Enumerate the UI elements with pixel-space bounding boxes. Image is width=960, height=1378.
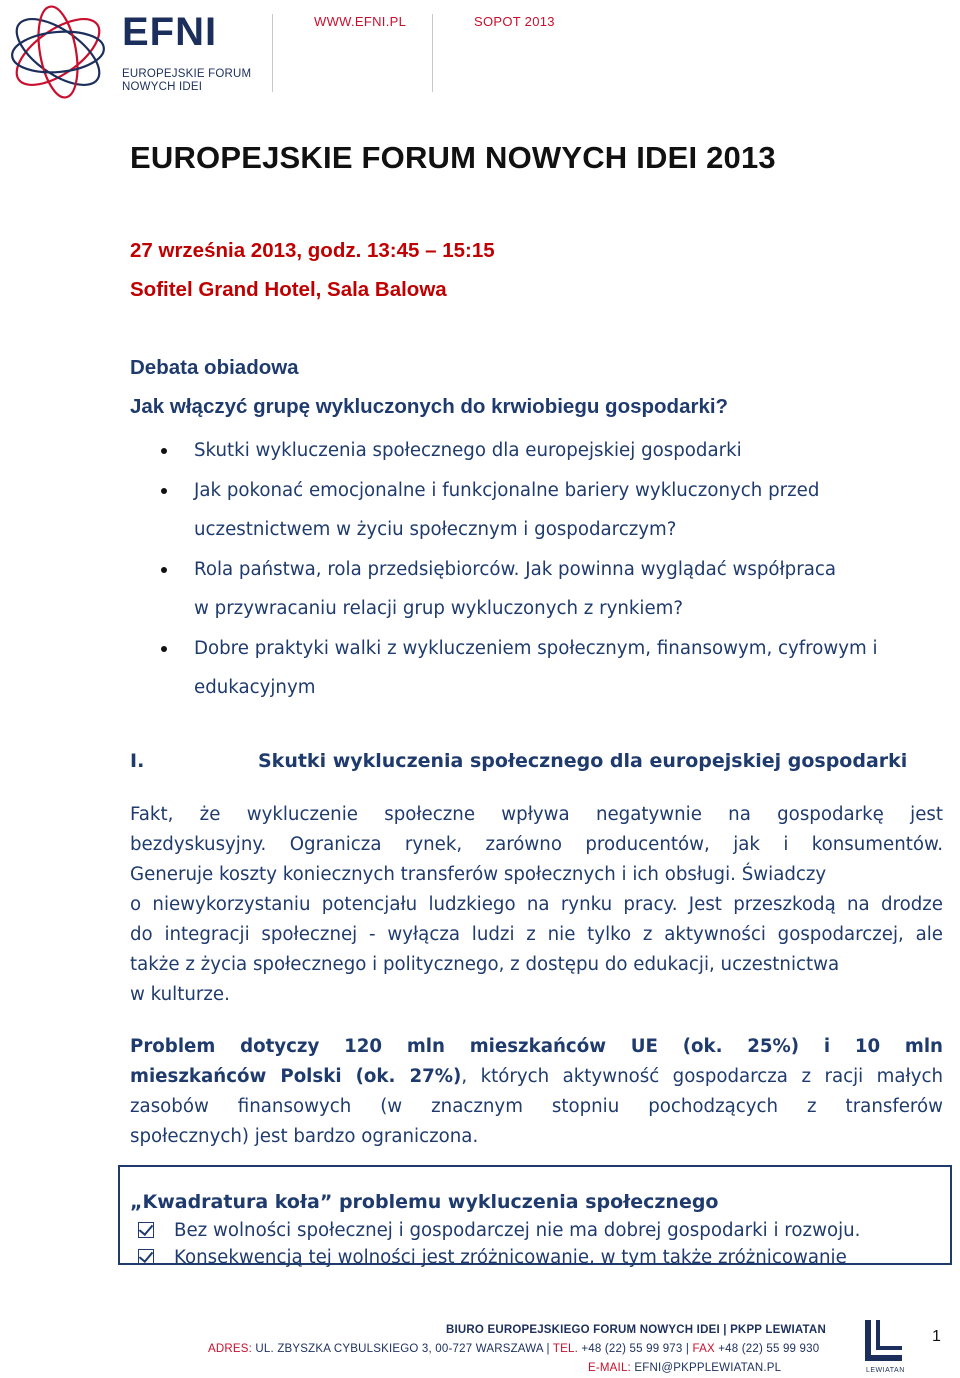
paragraph-effects [130,800,943,1010]
footer-office [446,1324,826,1336]
highlight-box [118,1165,952,1268]
list-item [150,431,910,471]
efni-logo-mark [0,0,118,100]
list-item-line: Dobre praktyki walki z wykluczeniem społecznym, finansowym, cyfrowym i [194,637,878,659]
paragraph-line: o niewykorzystaniu potencjału ludzkiego na rynku pracy. Jest przeszkodą na drodze [130,894,943,915]
paragraph-bold-text: mieszkańców Polski (ok. 27%) [130,1066,462,1087]
list-item-line: uczestnictwem w życiu społecznym i gospodarczym? [194,519,677,540]
list-item [150,629,910,708]
section-title: Skutki wykluczenia społecznego dla europejskiej gospodarki [258,750,908,772]
footer-separator: | [719,1324,731,1336]
brand-subtitle-line-2: NOWYCH IDEI [122,81,203,93]
list-item-line: Jak pokonać emocjonalne i funkcjonalne bariery wykluczonych przed [194,479,820,501]
section-number: I. [130,750,145,772]
paragraph-line: zasobów finansowych (w znacznym stopniu pochodzących z transferów [130,1096,943,1117]
lewiatan-logo-text: LEWIATAN [866,1367,905,1374]
footer-email [588,1362,781,1374]
footer-contact: ADRES: UL. ZBYSZKA CYBULSKIEGO 3, 00-727 WARSZAWA | TEL. +48 (22) 55 99 973 | FAX +48 (22) 55 99 930 [208,1343,820,1355]
footer-email-label: E-MAIL: [588,1362,635,1374]
box-title: „Kwadratura koła” problemu wykluczenia społecznego [130,1191,719,1213]
paragraph-line [130,1032,943,1062]
paragraph-line [130,1062,943,1092]
header-divider [272,14,273,92]
bullet-icon [161,567,167,573]
brand-subtitle-line-1: EUROPEJSKIE FORUM [122,68,252,80]
checklist-item-text: Bez wolności społecznej i gospodarczej nie ma dobrej gospodarki i rozwoju. [174,1220,861,1241]
bullet-icon [161,448,167,454]
footer-email-link[interactable]: EFNI@PKPPLEWIATAN.PL [634,1362,782,1374]
event-label: SOPOT 2013 [474,14,555,29]
list-item-line: w przywracaniu relacji grup wykluczonych z rynkiem? [194,598,684,619]
topic-list [150,431,910,708]
brand-title: EFNI [122,10,218,54]
list-item-line: Rola państwa, rola przedsiębiorców. Jak powinna wyglądać współpraca [194,558,836,580]
paragraph-line: społecznych) jest bardzo ograniczona. [130,1126,479,1147]
footer-fax-label: FAX [692,1343,719,1355]
footer-address: UL. ZBYSZKA CYBULSKIEGO 3, 00-727 WARSZAWA [255,1343,544,1355]
footer-organization: PKPP LEWIATAN [730,1324,826,1336]
paragraph-line: w kulturze. [130,984,230,1005]
paragraph-problem [130,1032,943,1152]
list-item [150,471,910,550]
checklist-item [138,1220,860,1241]
header-divider [432,14,433,92]
page-title: EUROPEJSKIE FORUM NOWYCH IDEI 2013 [130,140,776,175]
paragraph-line: Fakt, że wykluczenie społeczne wpływa negatywnie na gospodarkę jest [130,804,943,825]
debate-question: Jak włączyć grupę wykluczonych do krwiobiegu gospodarki? [130,395,729,418]
debate-type: Debata obiadowa [130,356,299,379]
checklist-item [138,1247,847,1268]
checkbox-icon [138,1249,154,1265]
list-item-line: edukacyjnym [194,677,316,698]
paragraph-bold-text: Problem dotyczy 120 mln mieszkańców UE (ok. 25%) i 10 mln [130,1036,943,1057]
footer-fax: +48 (22) 55 99 930 [718,1343,820,1355]
website-link[interactable]: WWW.EFNI.PL [314,14,407,29]
checklist-item-text: Konsekwencją tej wolności jest zróżnicowanie, w tym także zróżnicowanie [174,1247,847,1268]
event-venue: Sofitel Grand Hotel, Sala Balowa [130,278,447,301]
footer-tel: +48 (22) 55 99 973 [581,1343,683,1355]
bullet-icon [161,488,167,494]
paragraph-line: Generuje koszty koniecznych transferów społecznych i ich obsługi. Świadczy [130,864,827,885]
list-item [150,550,910,629]
footer-office-name: BIURO EUROPEJSKIEGO FORUM NOWYCH IDEI [446,1324,720,1336]
paragraph-line: także z życia społecznego i politycznego, z dostępu do edukacji, uczestnictwa [130,954,840,975]
checkbox-icon [138,1222,154,1238]
paragraph-text: , których aktywność gospodarcza z racji małych [461,1066,943,1087]
section-heading [130,750,930,772]
list-item-line: Skutki wykluczenia społecznego dla europejskiej gospodarki [194,440,742,461]
lewiatan-logo [862,1318,908,1364]
footer-tel-label: TEL. [552,1343,582,1355]
paragraph-line: do integracji społecznej - wyłącza ludzi z nie tylko z aktywności gospodarczej, ale [130,924,943,945]
footer-address-label: ADRES: [208,1343,256,1355]
event-date: 27 września 2013, godz. 13:45 – 15:15 [130,239,495,262]
bullet-icon [161,646,167,652]
page-number: 1 [932,1328,941,1345]
paragraph-line: bezdyskusyjny. Ogranicza rynek, zarówno producentów, jak i konsumentów. [130,834,943,855]
